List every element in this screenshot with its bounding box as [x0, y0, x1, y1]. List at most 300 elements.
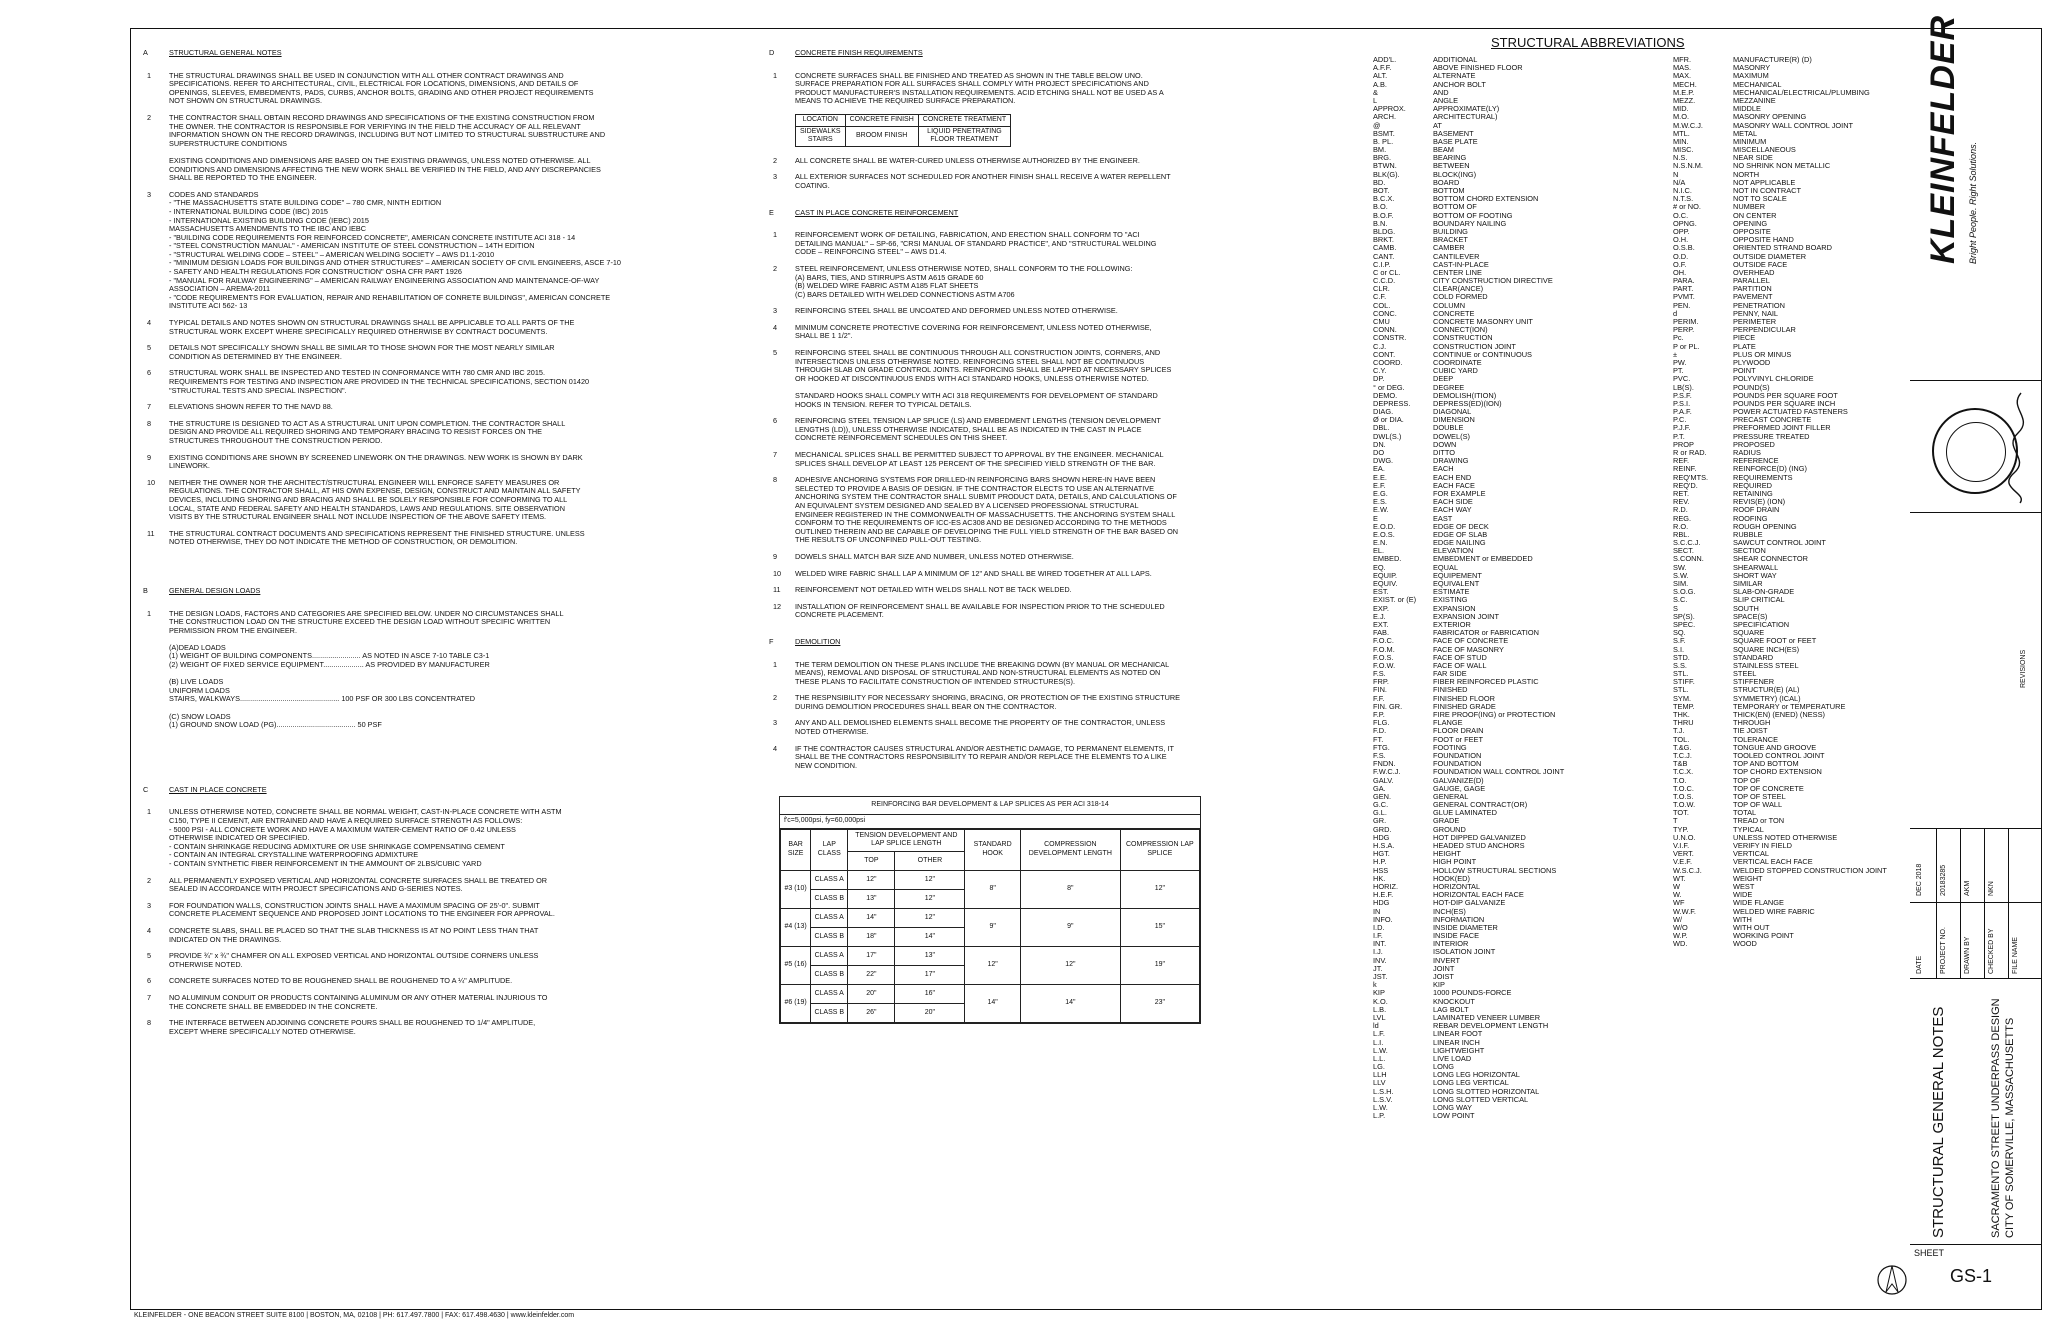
note: 12 INSTALLATION OF REINFORCEMENT SHALL BE AVAILABLE FOR INSPECTION PRIOR TO THE SCHEDULED CONCRETE PLACEMENT. — [773, 601, 1165, 620]
list-item: E.N. EDGE NAILING — [1373, 538, 1486, 548]
project-city: CITY OF SOMERVILLE, MASSACHUSETTS — [2004, 1017, 2016, 1238]
project-name: SACRAMENTO STREET UNDERPASS DESIGN — [1990, 998, 2002, 1238]
list-item: E.O.D. EDGE OF DECK — [1373, 521, 1489, 531]
list-item: L ANGLE — [1373, 95, 1459, 105]
list-item: P.S.F. POUNDS PER SQUARE FOOT — [1673, 390, 1838, 400]
list-item: REINF. REINFORCE(D) (ING) — [1673, 464, 1807, 474]
list-item: N.S.N.M. NO SHRINK NON METALLIC — [1673, 161, 1831, 171]
note: 4 TYPICAL DETAILS AND NOTES SHOWN ON STRUCTURAL DRAWINGS SHALL BE APPLICABLE TO ALL PARTS OF THE STRUCTURAL WORK EXCEPT WHERE SPECIFICALLY REQUIRED OTHERWISE BY CONTRACT DOCUMENTS. — [147, 318, 575, 336]
list-item: P.J.F. PREFORMED JOINT FILLER — [1673, 423, 1831, 433]
sheet-label: SHEET — [1914, 1248, 1945, 1258]
list-item: OPNG. OPENING — [1673, 218, 1768, 228]
list-item: H.E.F. HORIZONTAL EACH FACE — [1373, 890, 1524, 900]
list-item: DO DITTO — [1373, 448, 1456, 457]
list-item: S.C. SLIP CRITICAL — [1673, 595, 1785, 605]
list-item: B.C.X. BOTTOM CHORD EXTENSION — [1373, 194, 1539, 204]
list-item: W.S.C.J. WELDED STOPPED CONSTRUCTION JOINT — [1673, 865, 1887, 875]
list-item: GRD. GROUND — [1373, 824, 1466, 834]
list-item: FIN. GR. FINISHED GRADE — [1373, 701, 1496, 711]
list-item: FRP. FIBER REINFORCED PLASTIC — [1373, 677, 1539, 687]
list-item: RBL. RUBBLE — [1673, 529, 1763, 539]
section-f — [769, 638, 1369, 771]
list-item: CANT. CANTILEVER — [1373, 251, 1480, 261]
list-item: HK. HOOK(ED) — [1373, 873, 1470, 883]
list-item: O.F. OUTSIDE FACE — [1673, 259, 1788, 269]
list-item: LB(S). POUND(S) — [1673, 382, 1770, 392]
list-item: P or PL. PLATE — [1673, 341, 1756, 351]
list-item: WD. WOOD — [1673, 939, 1757, 949]
list-item: TEMP. TEMPORARY or TEMPERATURE — [1673, 701, 1846, 711]
list-item: MID. MIDDLE — [1673, 104, 1761, 114]
list-item: P.C. PRECAST CONCRETE — [1673, 415, 1812, 425]
list-item: W/ WITH — [1673, 914, 1752, 924]
list-item: SECT. SECTION — [1673, 546, 1766, 556]
list-item: EA. EACH — [1373, 464, 1454, 474]
list-item: COORD. COORDINATE — [1373, 357, 1482, 367]
list-item: N/A NOT APPLICABLE — [1673, 177, 1796, 187]
section-a — [143, 49, 743, 547]
finish-table: LOCATION CONCRETE FINISH CONCRETE TREATMENT SIDEWALKS STAIRS BROOM FINISH LIQUID PENETRATING FLOOR TREATMENT — [795, 114, 1011, 147]
list-item: CONC. CONCRETE — [1373, 308, 1475, 318]
list-item: REQ'MTS. REQUIREMENTS — [1673, 472, 1793, 482]
note: 5 PROVIDE ¾" x ¾" CHAMFER ON ALL EXPOSED VERTICAL AND HORIZONTAL OUTSIDE CORNERS UNLESS OTHERWISE NOTED. — [147, 951, 539, 969]
list-item: C or CL. CENTER LINE — [1373, 267, 1482, 277]
list-item: PROP PROPOSED — [1673, 439, 1775, 449]
list-item: FT. FOOT or FEET — [1373, 734, 1483, 744]
list-item: S.CONN. SHEAR CONNECTOR — [1673, 554, 1809, 564]
list-item: GALV. GALVANIZE(D) — [1373, 775, 1484, 785]
sections-right — [769, 209, 1369, 771]
note: 6 STRUCTURAL WORK SHALL BE INSPECTED AND TESTED IN CONFORMANCE WITH 780 CMR AND IBC 2015. REQUIREMENTS FOR TESTING AND INSPECTION ARE PROVIDED IN THE TECHNICAL SPECIFICATIONS, SECTION 01420 "STRUCTURAL TESTS AND SPECIAL INSPECTION". — [147, 368, 590, 395]
list-item: REF. REFERENCE — [1673, 456, 1779, 466]
list-item: W.P. WORKING POINT — [1673, 931, 1794, 941]
list-item: O.C. ON CENTER — [1673, 210, 1777, 220]
list-item: FLG. FLANGE — [1373, 718, 1463, 728]
list-item: P.A.F. POWER ACTUATED FASTENERS — [1673, 407, 1848, 417]
list-item: A.F.F. ABOVE FINISHED FLOOR — [1373, 63, 1523, 73]
list-item: HSS HOLLOW STRUCTURAL SECTIONS — [1373, 865, 1557, 875]
list-item: W. WIDE — [1673, 890, 1753, 900]
list-item: # or NO. NUMBER — [1673, 202, 1766, 212]
section-title: D CONCRETE FINISH REQUIREMENTS — [769, 48, 923, 57]
list-item: CLR. CLEAR(ANCE) — [1373, 284, 1484, 294]
list-item: k KIP — [1373, 980, 1445, 990]
list-item: F.O.W. FACE OF WALL — [1373, 660, 1487, 670]
list-item: A.B. ANCHOR BOLT — [1373, 79, 1486, 89]
list-item: OPP. OPPOSITE — [1673, 226, 1771, 236]
rebar-table: REINFORCING BAR DEVELOPMENT & LAP SPLICES AS PER ACI 318-14 f'c=5,000psi, fy=60,000psi BAR SIZE LAP CLASS TENSION DEVELOPMENT AND LAP SPLICE LENGTH STANDARD HOOK COMPRESSION DEVELOPMENT LENGTH COMPRESSION LAP SPLICE TOP OTHER #3 (10) CLASS A 12" 12" 8" 8" 12" CLASS B 13" 12" #4 (13) CLASS A 14" 12" 9" 9" 15" CLASS B 18" 14" #5 (16) CLASS A 17" 13" 12" 12" 19" CLASS B 22" 17" #6 (19) CLASS A 20" 16" 14" 14" 23" CLASS B 26" 20" — [779, 796, 1201, 1023]
sheet-title: STRUCTURAL GENERAL NOTES — [1930, 1006, 1947, 1238]
note: 6 REINFORCING STEEL TENSION LAP SPLICE (LS) AND EMBEDMENT LENGTHS (TENSION DEVELOPMENT LENGTHS (LD)), UNLESS OTHERWISE INDICATED, SHALL BE AS INDICATED IN THE CAST IN PLACE CONCRETE REINFORCEMENT SCHEDULES ON THIS SHEET. — [773, 416, 1161, 443]
note: 11 REINFORCEMENT NOT DETAILED WITH WELDS SHALL NOT BE TACK WELDED. — [773, 585, 1072, 595]
list-item: APPROX. APPROXIMATE(LY) — [1373, 104, 1500, 114]
list-item: STD. STANDARD — [1673, 652, 1774, 662]
note: 2 THE CONTRACTOR SHALL OBTAIN RECORD DRAWINGS AND SPECIFICATIONS OF THE EXISTING CONSTRUCTION FROM THE OWNER. THE CONTRACTOR IS RESPONSIBLE FOR VERIFYING IN THE FIELD THE ACCURACY OF ALL RELEVANT INFORMATION SHOWN ON THE RECORD DRAWINGS, INCLUDING BUT NOT LIMITED TO STRUCTURAL SUBSTRUCTURE AND SUPERSTRUCTURE CONDITIONS EXISTING CONDITIONS AND DIMENSIONS ARE BASED ON THE EXISTING DRAWINGS, UNLESS NOTED OTHERWISE. ALL CONDITIONS AND DIMENSIONS AFFECTING THE NEW WORK SHALL BE VERIFIED IN THE FIELD, AND ANY DISCREPANCIES SHALL BE REPORTED TO THE ENGINEER. — [147, 112, 606, 183]
list-item: C.F. COLD FORMED — [1373, 292, 1488, 302]
list-item: C.J. CONSTRUCTION JOINT — [1373, 341, 1516, 351]
list-item: MIN. MINIMUM — [1673, 136, 1767, 146]
section-d-notes — [769, 157, 1369, 191]
table-row: CLASS B 26" 20" — [781, 1003, 1200, 1022]
project-info: DATE DEC 2018 PROJECT NO. 20183285 DRAWN BY AKM CHECKED BY NKN FILE NAME — [1910, 828, 2042, 978]
list-item: L.W. LIGHTWEIGHT — [1373, 1045, 1485, 1055]
list-item: DWL(S.) DOWEL(S) — [1373, 431, 1470, 441]
note: 8 THE INTERFACE BETWEEN ADJOINING CONCRETE POURS SHALL BE ROUGHENED TO 1/4" AMPLITUDE, EXCEPT WHERE SPECIFICALLY NOTED OTHERWISE. — [147, 1018, 536, 1036]
list-item: GEN. GENERAL — [1373, 791, 1469, 801]
list-item: R or RAD. RADIUS — [1673, 448, 1761, 457]
list-item: W/O WITH OUT — [1673, 922, 1770, 932]
list-item: DIAG. DIAGONAL — [1373, 407, 1472, 417]
list-item: F.W.C.J. FOUNDATION WALL CONTROL JOINT — [1373, 767, 1565, 777]
list-item: ° or DEG. DEGREE — [1373, 382, 1465, 392]
list-item: FAB. FABRICATOR or FABRICATION — [1373, 628, 1539, 638]
note: 2 ALL CONCRETE SHALL BE WATER-CURED UNLESS OTHERWISE AUTHORIZED BY THE ENGINEER. — [773, 155, 1140, 165]
list-item: PEN. PENETRATION — [1673, 300, 1786, 310]
note: 9 DOWELS SHALL MATCH BAR SIZE AND NUMBER, UNLESS NOTED OTHERWISE. — [773, 551, 1074, 561]
note: 3 ANY AND ALL DEMOLISHED ELEMENTS SHALL BECOME THE PROPERTY OF THE CONTRACTOR, UNLESS NOTED OTHERWISE. — [773, 718, 1166, 737]
list-item: S.O.G. SLAB-ON-GRADE — [1673, 587, 1795, 597]
list-item: SPEC. SPECIFICATION — [1673, 619, 1790, 629]
note: 4 IF THE CONTRACTOR CAUSES STRUCTURAL AND/OR AESTHETIC DAMAGE, TO PERMANENT ELEMENTS, IT SHALL BE THE CONTRACTORS RESPONSIBILITY TO REPAIR AND/OR REPLACE THE ELEMENTS TO A LIKE NEW CONDITION. — [773, 743, 1174, 770]
table-row: CLASS B 13" 12" — [781, 889, 1200, 908]
list-item: DEMO. DEMOLISH(ITION) — [1373, 390, 1497, 400]
list-item: T.O.C. TOP OF CONCRETE — [1673, 783, 1804, 793]
list-item: SQ. SQUARE — [1673, 628, 1765, 638]
list-item: MAX. MAXIMUM — [1673, 71, 1769, 81]
list-item: CONT. CONTINUE or CONTINUOUS — [1373, 349, 1532, 359]
list-item: DWG. DRAWING — [1373, 456, 1469, 466]
list-item: VERT. VERTICAL — [1673, 849, 1770, 859]
list-item: C.Y. CUBIC YARD — [1373, 366, 1478, 376]
list-item: BD. BOARD — [1373, 177, 1460, 187]
list-item: GA. GAUGE, GAGE — [1373, 783, 1486, 793]
list-item: T.O. TOP OF — [1673, 775, 1761, 785]
list-item: PARA. PARALLEL — [1673, 276, 1770, 286]
list-item: REG. ROOFING — [1673, 513, 1768, 523]
list-item: L.P. LOW POINT — [1373, 1111, 1475, 1121]
title-block — [1910, 15, 2042, 1310]
list-item: ADD'L. ADDITIONAL — [1373, 55, 1478, 64]
list-item: TOT. TOTAL — [1673, 808, 1757, 818]
list-item: HDG HOT-DIP GALVANIZE — [1373, 898, 1506, 908]
note: 7 NO ALUMINUM CONDUIT OR PRODUCTS CONTAINING ALUMINUM OR ANY OTHER MATERIAL INJURIOUS TO THE CONCRETE SHALL BE EMBEDDED IN THE CONCRETE. — [147, 992, 548, 1011]
list-item: @ AT — [1373, 120, 1442, 130]
list-item: CONSTR. CONSTRUCTION — [1373, 333, 1493, 343]
section-title: A STRUCTURAL GENERAL NOTES — [143, 48, 282, 57]
list-item: BRKT. BRACKET — [1373, 235, 1468, 245]
list-item: F.D. FLOOR DRAIN — [1373, 726, 1484, 736]
list-item: DBL. DOUBLE — [1373, 423, 1464, 433]
list-item: FTG. FOOTING — [1373, 742, 1467, 752]
list-item: JT. JOINT — [1373, 963, 1455, 973]
list-item: EXP. EXPANSION — [1373, 603, 1476, 613]
list-item: M.W.C.J. MASONRY WALL CONTROL JOINT — [1673, 120, 1854, 130]
list-item: LLV LONG LEG VERTICAL — [1373, 1078, 1509, 1088]
list-item: V.E.F. VERTICAL EACH FACE — [1673, 857, 1813, 867]
list-item: I.F. INSIDE FACE — [1373, 931, 1479, 941]
list-item: BSMT. BASEMENT — [1373, 128, 1474, 138]
list-item: FNDN. FOUNDATION — [1373, 759, 1482, 769]
list-item: F.O.S. FACE OF STUD — [1373, 652, 1487, 662]
list-item: S.F. SQUARE FOOT or FEET — [1673, 636, 1817, 646]
list-item: M.O. MASONRY OPENING — [1673, 112, 1807, 122]
note: 7 ELEVATIONS SHOWN REFER TO THE NAVD 88. — [147, 402, 333, 412]
note: 1 THE DESIGN LOADS, FACTORS AND CATEGORIES ARE SPECIFIED BELOW. UNDER NO CIRCUMSTANCES SHALL THE CONSTRUCTION LOAD ON THE STRUCTURE EXCEED THE DESIGN LOAD WITHOUT SPECIFIC WRITTEN PERMISSION FROM THE ENGINEER. (A)DEAD LOADS (1) WEIGHT OF BUILDING COMPONENTS........................ AS NOTED IN ASCE 7-10 TABLE C3-1 (2) WEIGHT OF FIXED SERVICE EQUIPMENT.................... AS PROVIDED BY MANUFACTURER (B) LIVE LOADS UNIFORM LOADS STAIRS, WALKWAYS................................................. 100 PSF OR 300 LBS CONCENTRATED (C) SNOW LOADS (1) GROUND SNOW LOAD (PG)....................................... 50 PSF — [147, 608, 564, 730]
list-item: L.I. LINEAR INCH — [1373, 1037, 1480, 1047]
note: 1 REINFORCEMENT WORK OF DETAILING, FABRICATION, AND ERECTION SHALL CONFORM TO "ACI DETAILING MANUAL" – SP-66, "CRSI MANUAL OF STANDARD PRACTICE", AND "STRUCTURAL WELDING CODE – REINFORCING STEEL" – AWS D1.4. — [773, 230, 1157, 257]
list-item: SIM. SIMILAR — [1673, 579, 1763, 588]
note: 1 UNLESS OTHERWISE NOTED, CONCRETE SHALL BE NORMAL WEIGHT, CAST-IN-PLACE CONCRETE WITH ASTM C150, TYPE II CEMENT, AIR ENTRAINED AND HAVE A REQUIRED SURFACE STRENGTH AS FOLLOWS: - 5000 PSI - ALL CONCRETE WORK AND HAVE A MAXIMUM WATER-CEMENT RATIO OF 0.42 UNLESS OTHERWISE INDICATED OR SPECIFIED. - CONTAIN SHRINKAGE REDUCING ADMIXTURE OR USE SHRINKAGE COMPENSATING CEMENT - CONTAIN AN INTEGRAL CRYSTALLINE WATERPROOFING ADMIXTURE - CONTAIN SYNTHETIC FIBER REINFORCEMENT IN THE AMMOUNT OF 2LBS/CUBIC YARD — [147, 807, 562, 868]
list-item: S.S. STAINLESS STEEL — [1673, 660, 1799, 670]
list-item: WF WIDE FLANGE — [1673, 898, 1784, 908]
list-item: ± PLUS OR MINUS — [1673, 349, 1792, 359]
signature-icon — [2006, 388, 2036, 508]
drawing-sheet — [130, 28, 2042, 1310]
list-item: FIN. FINISHED — [1373, 685, 1468, 695]
list-item: G.C. GENERAL CONTRACT(OR) — [1373, 800, 1528, 810]
sheet-number: GS-1 — [1950, 1266, 1993, 1286]
list-item: STIFF. STIFFENER — [1673, 677, 1775, 687]
abbreviations-column-left — [1373, 56, 1673, 1120]
list-item: RET. RETAINING — [1673, 488, 1773, 498]
list-item: EQUIV. EQUIVALENT — [1373, 579, 1480, 588]
section-title: F DEMOLITION — [769, 636, 841, 646]
table-row: #4 (13) CLASS A 14" 12" 9" 9" 15" — [781, 908, 1200, 927]
list-item: DEPRESS. DEPRESS(ED)(ION) — [1373, 398, 1502, 408]
list-item: TYP. TYPICAL — [1673, 824, 1764, 834]
list-item: B.O.F. BOTTOM OF FOOTING — [1373, 210, 1513, 220]
list-item: C.C.D. CITY CONSTRUCTION DIRECTIVE — [1373, 276, 1553, 286]
list-item: E.E. EACH END — [1373, 472, 1472, 482]
list-item: K.O. KNOCKOUT — [1373, 996, 1475, 1006]
list-item: T.J. TIE JOIST — [1673, 726, 1768, 736]
list-item: L.L. LIVE LOAD — [1373, 1053, 1472, 1063]
table-row: CLASS B 22" 17" — [781, 965, 1200, 984]
note: 8 ADHESIVE ANCHORING SYSTEMS FOR DRILLED-IN REINFORCING BARS SHOWN HERE-IN HAVE BEEN SELECTED TO PROVIDE A BASIS OF DESIGN. IF THE CONTRACTOR ELECTS TO USE AN ALTERNATIVE ANCHORING SYSTEM THE CONTRACTOR SHALL SUBMIT PRODUCT DATA, DETAILS, AND CALCULATIONS OF AN EQUIVALENT SYSTEM DESIGNED AND SEALED BY A LICENSED PROFESSIONAL STRUCTURAL ENGINEER REGISTERED IN THE COMMONWEALTH OF MASSACHUSETTS. THE ANCHORING SYSTEM SHALL CONFORM TO THE REQUIREMENTS OF ICC-ES AC308 AND BE DESIGNED ACCORDING TO THE METHODS OUTLINED THEREIN AND BE CAPABLE OF DEVELOPING THE FULL YIELD STRENGTH OF THE BAR BASED ON THE RESULTS OF UNCONFINED PULL-OUT TESTING. — [773, 475, 1179, 545]
list-item: L.B. LAG BOLT — [1373, 1004, 1469, 1014]
list-item: SW. SHEARWALL — [1673, 562, 1779, 572]
list-item: & AND — [1373, 87, 1449, 97]
list-item: T.&G. TONGUE AND GROOVE — [1673, 742, 1817, 752]
list-item: H.S.A. HEADED STUD ANCHORS — [1373, 841, 1525, 850]
list-item: OH. OVERHEAD — [1673, 267, 1775, 277]
list-item: MAS. MASONRY — [1673, 63, 1771, 73]
list-item: PERIM. PERIMETER — [1673, 317, 1777, 326]
list-item: EST. ESTIMATE — [1373, 587, 1470, 597]
list-item: MISC. MISCELLANEOUS — [1673, 145, 1796, 155]
list-item: N.T.S. NOT TO SCALE — [1673, 194, 1787, 204]
list-item: T.O.W. TOP OF WALL — [1673, 800, 1783, 810]
list-item: O.S.B. ORIENTED STRAND BOARD — [1673, 243, 1832, 253]
list-item: MFR. MANUFACTURE(R) (D) — [1673, 55, 1812, 64]
list-item: PW. PLYWOOD — [1673, 357, 1771, 367]
list-item: PVMT. PAVEMENT — [1673, 292, 1773, 302]
list-item: U.N.O. UNLESS NOTED OTHERWISE — [1673, 832, 1838, 842]
note: 2 THE RESPNSIBILITY FOR NECESSARY SHORING, BRACING, OR PROTECTION OF THE EXISTING STRUCTURE DURING DEMOLITION PROCEDURES SHALL BEAR ON THE CONTRACTOR. — [773, 693, 1181, 711]
list-item: DN. DOWN — [1373, 439, 1457, 449]
note: 1 THE STRUCTURAL DRAWINGS SHALL BE USED IN CONJUNCTION WITH ALL OTHER CONTRACT DRAWINGS AND SPECIFICATIONS. REFER TO ARCHITECTURAL, CIVIL, ELECTRICAL FOR LOCATIONS, DIMENSIONS, AND DETAILS OF OPENINGS, SLEEVES, EMBEDMENTS, PADS, CURBS, ANCHOR BOLTS, GRADING AND OTHER PROJECT REQUIREMENTS NOT SHOWN ON STRUCTURAL DRAWINGS. — [147, 70, 594, 106]
list-item: BLK(G). BLOCK(ING) — [1373, 169, 1477, 179]
list-item: B. PL. BASE PLATE — [1373, 136, 1478, 146]
list-item: LLH LONG LEG HORIZONTAL — [1373, 1070, 1520, 1080]
list-item: E.G. FOR EXAMPLE — [1373, 488, 1486, 498]
note: 5 DETAILS NOT SPECIFICALLY SHOWN SHALL BE SIMILAR TO THOSE SHOWN FOR THE MOST NEARLY SIMILAR CONDITION AS DETERMINED BY THE ENGINEER. — [147, 343, 555, 361]
list-item: T.O.S. TOP OF STEEL — [1673, 791, 1786, 801]
list-item: STL. STRUCTUR(E) (AL) — [1673, 685, 1800, 695]
list-item: T&B TOP AND BOTTOM — [1673, 759, 1799, 769]
note: 5 REINFORCING STEEL SHALL BE CONTINUOUS THROUGH ALL CONSTRUCTION JOINTS, CORNERS, AND INTERSECTIONS UNLESS OTHERWISE NOTED. REINFORCING STEEL SHALL NOT BE CONTINUOUS THROUGH SLAB ON GRADE CONTROL JOINTS. REINFORCING SHALL BE LAPPED AT NECESSARY SPLICES OR HOOKED AT DISCONTINUOUS ENDS WITH ACI STANDARD HOOKS, UNLESS OTHERWISE NOTED. STANDARD HOOKS SHALL COMPLY WITH ACI 318 REQUIREMENTS FOR DEVELOPMENT OF STANDARD HOOKS IN TENSION. REFER TO TYPICAL DETAILS. — [773, 348, 1172, 409]
list-item: P.S.I. POUNDS PER SQUARE INCH — [1673, 398, 1836, 408]
list-item: HORIZ. HORIZONTAL — [1373, 881, 1481, 891]
list-item: SP(S). SPACE(S) — [1673, 611, 1768, 621]
list-item: S.I. SQUARE INCH(ES) — [1673, 644, 1800, 654]
list-item: CONN. CONNECT(ION) — [1373, 325, 1488, 335]
note: 3 CODES AND STANDARDS - "THE MASSACHUSETTS STATE BUILDING CODE" – 780 CMR, NINTH EDITION - INTERNATIONAL BUILDING CODE (IBC) 2015 - INTERNATIONAL EXISTING BUILDING CODE (IEBC) 2015 MASSACHUSETTS AMENDMENTS TO THE IBC AND IEBC - "BUILDING CODE REQUIREMENTS FOR REINFORCED CONCRETE", AMERICAN CONCRETE INSTITUTE ACI 318 - 14 - "STEEL CONSTRUCTION MANUAL" - AMERICAN INSTITUTE OF STEEL CONSTRUCTION – 14TH EDITION - "STRUCTURAL WELDING CODE – STEEL" – AMERICAN WELDING SOCIETY – AWS D1.1-2010 - "MINIMUM DESIGN LOADS FOR BUILDINGS AND OTHER STRUCTURES" – AMERICAN SOCIETY OF CIVIL ENGINEERS, ASCE 7-10 - SAFETY AND HEALTH REGULATIONS FOR CONSTRUCTION" OSHA CFR PART 1926 - "MANUAL FOR RAILWAY ENGINEERING" – AMERICAN RAILWAY ENGINEERING ASSOCIATION AND MAINTENANCE-OF-WAY ASSOCIATION – AREMA-2011 - "CODE REQUIREMENTS FOR EVALUATION, REPAIR AND REHABILITATION OF CONRETE BUILDINGS", AMERICAN CONCRETE INSTITUTE ACI 562- 13 — [147, 189, 621, 311]
notes-column-right — [769, 49, 1369, 1024]
company-tagline: Bright People. Right Solutions. — [1968, 141, 1978, 264]
table-row: #3 (10) CLASS A 12" 12" 8" 8" 12" — [781, 870, 1200, 889]
list-item: E.O.S. EDGE OF SLAB — [1373, 529, 1488, 539]
note: 10 NEITHER THE OWNER NOR THE ARCHITECT/STRUCTURAL ENGINEER WILL ENFORCE SAFETY MEASURES OR REGULATIONS. THE CONTRACTOR SHALL, AT HIS OWN EXPENSE, DESIGN, CONSTRUCT AND MAINTAIN ALL SAFETY DEVICES, INCLUDING SHORING AND BRACING AND SHALL BE SOLELY RESPONSIBLE FOR CONFORMING TO ALL LOCAL, STATE AND FEDERAL SAFETY AND HEALTH STANDARDS, LAWS AND REGULATIONS. SITE OBSERVATION VISITS BY THE STRUCTURAL ENGINEER SHALL NOT INCLUDE INSPECTION OF THE ABOVE SAFETY ITEMS. — [147, 477, 581, 522]
section-c — [143, 786, 743, 1036]
list-item: N NORTH — [1673, 169, 1760, 179]
list-item: F.S. FOUNDATION — [1373, 750, 1482, 760]
section-title: E CAST IN PLACE CONCRETE REINFORCEMENT — [769, 207, 959, 217]
list-item: BRG. BEARING — [1373, 153, 1467, 163]
note: 8 THE STRUCTURE IS DESIGNED TO ACT AS A STRUCTURAL UNIT UPON COMPLETION. THE CONTRACTOR SHALL DESIGN AND PROVIDE ALL REQUIRED SHORING AND TEMPORARY BRACING TO RESIST FORCES ON THE STRUCTURES THROUGHOUT THE CONSTRUCTION PERIOD. — [147, 418, 566, 445]
list-item: E.J. EXPANSION JOINT — [1373, 611, 1499, 621]
list-item: O.D. OUTSIDE DIAMETER — [1673, 251, 1807, 261]
list-item: I.D. INSIDE DIAMETER — [1373, 922, 1498, 932]
note: 1 CONCRETE SURFACES SHALL BE FINISHED AND TREATED AS SHOWN IN THE TABLE BELOW UNO. SURFACE PREPARATION FOR ALL SURFACES SHALL COMPLY WITH PROJECT SPECIFICATIONS AND PRODUCT MANUFACTURER'S INSTALLATION REQUIREMENTS. ACID ETCHING SHALL NOT BE USED AS A MEANS TO ACHIEVE THE REQUIRED SURFACE PREPARATION. — [773, 70, 1164, 106]
note: 7 MECHANICAL SPLICES SHALL BE PERMITTED SUBJECT TO APPROVAL BY THE ENGINEER. MECHANICAL SPLICES SHALL DEVELOP AT LEAST 125 PERCENT OF THE SPECIFIED YIELD STRENGTH OF THE BAR. — [773, 450, 1164, 468]
list-item: L.S.V. LONG SLOTTED VERTICAL — [1373, 1094, 1529, 1104]
list-item: EL. ELEVATION — [1373, 546, 1474, 556]
list-item: PVC. POLYVINYL CHLORIDE — [1673, 374, 1814, 384]
list-item: S.C.C.J. SAWCUT CONTROL JOINT — [1673, 538, 1826, 548]
list-item: B.N. BOUNDARY NAILING — [1373, 218, 1507, 228]
list-item: C.I.P. CAST-IN-PLACE — [1373, 259, 1489, 269]
list-item: CMU CONCRETE MASONRY UNIT — [1373, 317, 1533, 326]
note: 9 EXISTING CONDITIONS ARE SHOWN BY SCREENED LINEWORK ON THE DRAWINGS. NEW WORK IS SHOWN BY DARK LINEWORK. — [147, 452, 583, 471]
note: 1 THE TERM DEMOLITION ON THESE PLANS INCLUDE THE BREAKING DOWN (BY MANUAL OR MECHANICAL MEANS), REMOVAL AND DISPOSAL OF STRUCTURAL AND NON-STRUCTURAL ELEMENTS AS NOTED ON THESE PLANS TO FACILITATE CONSTRUCTION OF INTENDED STRUCTURES(S). — [773, 659, 1170, 686]
section-title: C CAST IN PLACE CONCRETE — [143, 784, 267, 794]
list-item: L.W. LONG WAY — [1373, 1103, 1473, 1112]
list-item: BLDG. BUILDING — [1373, 226, 1468, 236]
list-item: V.I.F. VERIFY IN FIELD — [1673, 841, 1793, 850]
list-item: M.E.P. MECHANICAL/ELECTRICAL/PLUMBING — [1673, 87, 1870, 97]
list-item: BOT. BOTTOM — [1373, 186, 1465, 195]
company-logo: KLEINFELDER — [1924, 15, 1962, 264]
list-item: SYM. SYMMETRY) (ICAL) — [1673, 693, 1801, 703]
note: 4 MINIMUM CONCRETE PROTECTIVE COVERING FOR REINFORCEMENT, UNLESS NOTED OTHERWISE, SHALL BE 1 1/2". — [773, 322, 1152, 341]
note: 3 ALL EXTERIOR SURFACES NOT SCHEDULED FOR ANOTHER FINISH SHALL RECEIVE A WATER REPELLENT COATING. — [773, 172, 1171, 190]
section-title: B GENERAL DESIGN LOADS — [143, 585, 261, 595]
list-item: DP. DEEP — [1373, 374, 1454, 384]
list-item: G.L. GLUE LAMINATED — [1373, 808, 1497, 818]
list-item: THRU THROUGH — [1673, 718, 1771, 728]
list-item: Pc. PIECE — [1673, 333, 1756, 343]
list-item: PT. POINT — [1673, 366, 1756, 376]
note: 4 CONCRETE SLABS, SHALL BE PLACED SO THAT THE SLAB THICKNESS IS AT NO POINT LESS THAN THAT INDICATED ON THE DRAWINGS. — [147, 925, 539, 944]
list-item: R.O. ROUGH OPENING — [1673, 521, 1797, 531]
list-item: MTL. METAL — [1673, 128, 1758, 138]
list-item: S SOUTH — [1673, 603, 1759, 613]
footer-contact: KLEINFELDER - ONE BEACON STREET SUITE 8100 | BOSTON, MA, 02108 | PH: 617.497.7800 | FAX: 617.498.4630 | www.kleinfelder.com — [134, 1312, 575, 1319]
list-item: TOL. TOLERANCE — [1673, 734, 1779, 744]
list-item: JST. JOIST — [1373, 972, 1454, 981]
note: 3 REINFORCING STEEL SHALL BE UNCOATED AND DEFORMED UNLESS NOTED OTHERWISE. — [773, 306, 1118, 316]
list-item: E.F. EACH FACE — [1373, 480, 1475, 490]
list-item: E.S. EACH SIDE — [1373, 497, 1473, 507]
note: 6 CONCRETE SURFACES NOTED TO BE ROUGHENED SHALL BE ROUGHENED TO A ¼" AMPLITUDE. — [147, 976, 513, 986]
list-item: T.C.J. TOOLED CONTROL JOINT — [1673, 750, 1825, 760]
list-item: T TREAD or TON — [1673, 816, 1785, 826]
list-item: F.P. FIRE PROOF(ING) or PROTECTION — [1373, 710, 1556, 719]
list-item: B.O. BOTTOM OF — [1373, 202, 1477, 212]
list-item: REQ'D. REQUIRED — [1673, 480, 1773, 490]
list-item: CAMB. CAMBER — [1373, 243, 1465, 253]
list-item: N.S. NEAR SIDE — [1673, 153, 1773, 163]
list-item: MECH. MECHANICAL — [1673, 79, 1782, 89]
list-item: INV. INVERT — [1373, 955, 1460, 965]
list-item: R.D. ROOF DRAIN — [1673, 505, 1780, 515]
rebar-table-title: REINFORCING BAR DEVELOPMENT & LAP SPLICES AS PER ACI 318-14 — [780, 797, 1200, 815]
list-item: F.F. FINISHED FLOOR — [1373, 693, 1496, 703]
list-item: S.W. SHORT WAY — [1673, 570, 1777, 580]
note: 11 THE STRUCTURAL CONTRACT DOCUMENTS AND SPECIFICATIONS REPRESENT THE FINISHED STRUCTURE. UNLESS NOTED OTHERWISE, THEY DO NOT INDICATE THE METHOD OF CONSTRUCTION, OR DEMOLITION. — [147, 528, 585, 547]
note: 2 STEEL REINFORCEMENT, UNLESS OTHERWISE NOTED, SHALL CONFORM TO THE FOLLOWING: (A) BARS, TIES, AND STIRRUPS ASTM A615 GRADE 60 (B) WELDED WIRE FABRIC ASTM A185 FLAT SHEETS (C) BARS DETAILED WITH WELDED CONNECTIONS ASTM A706 — [773, 263, 1133, 299]
list-item: W.W.F. WELDED WIRE FABRIC — [1673, 906, 1815, 916]
list-item: MEZZ. MEZZANINE — [1673, 95, 1776, 105]
list-item: W WEST — [1673, 881, 1755, 891]
list-item: WT. WEIGHT — [1673, 873, 1763, 883]
revisions-label: REVISIONS — [2020, 649, 2027, 688]
list-item: F.S. FAR SIDE — [1373, 669, 1467, 679]
list-item: BM. BEAM — [1373, 145, 1454, 155]
list-item: EMBED. EMBEDMENT or EMBEDDED — [1373, 554, 1533, 564]
list-item: I.J. ISOLATION JOINT — [1373, 947, 1496, 957]
note: 3 FOR FOUNDATION WALLS, CONSTRUCTION JOINTS SHALL HAVE A MAXIMUM SPACING OF 25'-0". SUBMIT CONCRETE PLACEMENT SEQUENCE AND PROPOSED JOINT LOCATIONS TO THE ENGINEER FOR APPROVAL. — [147, 900, 555, 919]
list-item: HGT. HEIGHT — [1373, 849, 1461, 859]
list-item: LG. LONG — [1373, 1062, 1454, 1072]
list-item: IN INCH(ES) — [1373, 906, 1466, 916]
table-row: #5 (16) CLASS A 17" 13" 12" 12" 19" — [781, 946, 1200, 965]
list-item: PERP. PERPENDICULAR — [1673, 325, 1796, 335]
list-item: EXT. EXTERIOR — [1373, 619, 1471, 629]
list-item: EXIST. or (E) EXISTING — [1373, 595, 1468, 605]
section-d — [769, 49, 1369, 191]
section-b — [143, 587, 743, 730]
list-item: STL. STEEL — [1673, 669, 1757, 679]
list-item: ALT. ALTERNATE — [1373, 71, 1476, 81]
list-item: INT. INTERIOR — [1373, 939, 1469, 949]
list-item: PART. PARTITION — [1673, 284, 1772, 294]
list-item: COL. COLUMN — [1373, 300, 1466, 310]
list-item: P.T. PRESSURE TREATED — [1673, 431, 1810, 441]
list-item: INFO. INFORMATION — [1373, 914, 1485, 924]
list-item: KIP 1000 POUNDS-FORCE — [1373, 988, 1512, 998]
list-item: REV. REVIS(E) (ION) — [1673, 497, 1786, 507]
list-item: T.C.X. TOP CHORD EXTENSION — [1673, 767, 1822, 777]
list-item: ARCH. ARCHITECTURAL) — [1373, 112, 1498, 122]
north-arrow-icon — [1874, 1262, 1910, 1298]
list-item: GR. GRADE — [1373, 816, 1460, 826]
list-item: H.P. HIGH POINT — [1373, 857, 1477, 867]
list-item: E EAST — [1373, 513, 1453, 523]
list-item: E.W. EACH WAY — [1373, 505, 1472, 515]
list-item: HDG HOT DIPPED GALVANIZED — [1373, 832, 1526, 842]
